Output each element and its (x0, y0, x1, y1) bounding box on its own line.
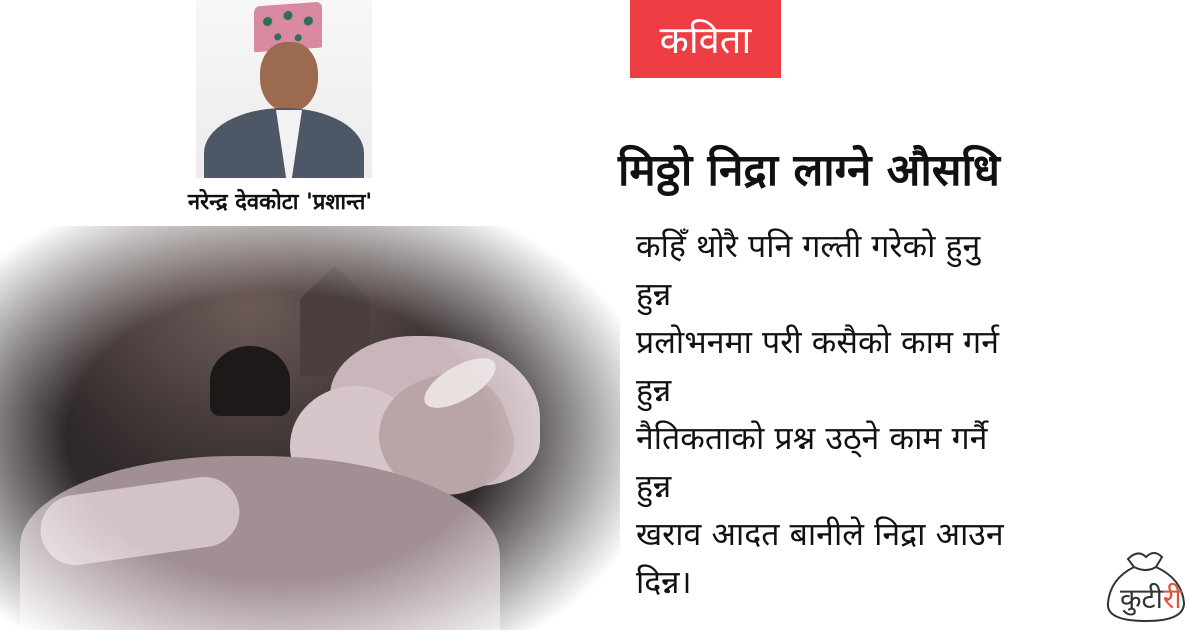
bedside-lamp (210, 346, 290, 416)
poem-line: हुन्न (636, 467, 672, 505)
author-portrait (196, 0, 372, 178)
author-face (260, 42, 318, 112)
poem-line: प्रलोभनमा परी कसैको काम गर्न (636, 323, 999, 361)
author-name: नरेन्द्र देवकोटा 'प्रशान्त' (187, 190, 373, 215)
poem-title: मिठ्ठो निद्रा लाग्ने औसधि (618, 145, 1000, 196)
poem-line: खराव आदत बानीले निद्रा आउन (636, 515, 1004, 553)
poem-line: हुन्न (636, 371, 672, 409)
poem-line: दिन्न। (636, 563, 692, 601)
logo-text-main: कुटी (1120, 582, 1163, 615)
logo-wordmark (1120, 579, 1182, 617)
sleeping-woman-photo (0, 226, 620, 630)
poem-body (636, 222, 1156, 606)
category-badge: कविता (630, 0, 781, 78)
kutiri-logo (1098, 545, 1194, 623)
poem-line: कहिँ थोरै पनि गल्ती गरेको हुनु (636, 227, 981, 265)
poem-line: हुन्न (636, 275, 672, 313)
poem-line: नैतिकताको प्रश्न उठ्ने काम गर्नै (636, 419, 988, 457)
logo-text-accent: री (1162, 582, 1182, 615)
